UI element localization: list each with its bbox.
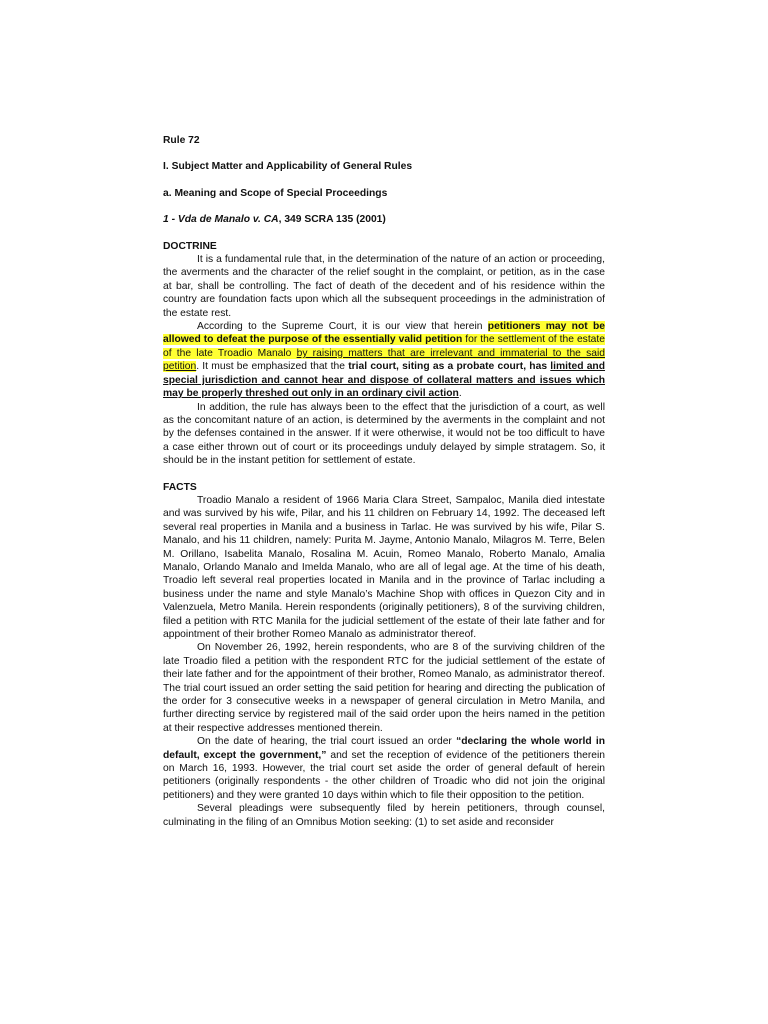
document-body xyxy=(163,134,605,829)
highlight-estate: for the settlement of the estate of the late Troadio Manalo xyxy=(163,334,605,359)
limited-jurisdiction-text: limited and special jurisdiction and cannot hear and dispose of collateral matters and issues which may be properly threshed out only in an ordinary civil action xyxy=(163,361,606,400)
doctrine-paragraph-3: In addition, the rule has always been to the effect that the jurisdiction of a court, as well as the concomitant nature of an action, is determined by the averments in the complaint and not by the defenses contained in the answer. If it were otherwise, it would not be too difficult to have a case either thrown out of court or its proceedings unduly delayed by simple stratagem. So, it should be in the instant petition for settlement of estate. xyxy=(163,401,605,467)
doctrine-p2-text-i: . xyxy=(458,388,462,400)
doctrine-p2-text-g: , has xyxy=(523,361,551,373)
case-heading xyxy=(163,213,605,226)
facts-paragraph-2: On November 26, 1992, herein respondents, who are 8 of the surviving children of the late Troadio filed a petition with the respondent RTC for the judicial settlement of the estate of their late father and for the appointment of their brother, Romeo Manalo, as administrator thereof. The trial court issued an order setting the said petition for hearing and directing the publication of the order for 3 consecutive weeks in a newspaper of general circulation in Metro Manila, and further directing service by registered mail of the said order upon the heirs named in the petition at their respective addresses mentioned therein. xyxy=(163,642,605,734)
section-heading: I. Subject Matter and Applicability of General Rules xyxy=(163,161,413,173)
facts-p3-text-a: On the date of hearing, the trial court issued an order xyxy=(197,736,457,748)
facts-p3-text-c: and set the reception of evidence of the petitioners therein on March 16, 1993. However, the trial court set aside the order of general default of herein petitioners (originally respondents - the other children of Troadic who did not join the original petitioners) and they were granted 10 days within which to file their opposition to the petition. xyxy=(163,749,605,801)
case-citation: , 349 SCRA 135 (2001) xyxy=(278,214,386,226)
highlight-irrelevant-matters: by raising matters that are irrelevant and immaterial to the said petition xyxy=(163,347,605,373)
probate-court-text: trial court, siting as a probate court xyxy=(348,361,524,373)
doctrine-paragraph-1: It is a fundamental rule that, in the determination of the nature of an action or proceeding, the averments and the character of the relief sought in the complaint, or petition, as in the case at bar, shall be controlling. The fact of death of the decedent and of his residence within the country are foundation facts upon which all the subsequent proceedings in the administration of the estate rest. xyxy=(163,254,605,319)
doctrine-heading: DOCTRINE xyxy=(163,240,217,252)
facts-paragraph-3 xyxy=(163,735,605,802)
rule-heading: Rule 72 xyxy=(163,135,200,146)
facts-heading: FACTS xyxy=(163,481,197,493)
facts-paragraph-4: Several pleadings were subsequently filed by herein petitioners, through counsel, culminating in the filing of an Omnibus Motion seeking: (1) to set aside and reconsider xyxy=(163,803,605,828)
doctrine-paragraph-2 xyxy=(163,320,605,400)
doctrine-p2-text-e: . It must be emphasized that the xyxy=(196,361,349,373)
default-order-quote: “declaring the whole world in default, except the government,” xyxy=(163,736,605,761)
case-name: Vda de Manalo v. CA xyxy=(177,214,279,226)
doctrine-p2-text-a: According to the Supreme Court, it is our view that herein xyxy=(197,321,488,333)
highlight-petitioners: petitioners may not be allowed to defeat the purpose of the essentially valid petition xyxy=(163,321,605,346)
case-number: 1 - xyxy=(163,214,178,226)
subsection-heading: a. Meaning and Scope of Special Proceedings xyxy=(163,187,388,199)
facts-paragraph-1: Troadio Manalo a resident of 1966 Maria Clara Street, Sampaloc, Manila died intestate and was survived by his wife, Pilar, and his 11 children on February 14, 1992. The deceased left several real properties in Manila and a business in Tarlac. He was survived by his wife, Pilar S. Manalo, and his 11 children, namely: Purita M. Jayme, Antonio Manalo, Milagros M. Terre, Belen M. Orillano, Isabelita Manalo, Rosalina M. Acuin, Romeo Manalo, Roberto Manalo, Amalia Manalo, Orlando Manalo and Imelda Manalo, who are all of legal age. At the time of his death, Troadio left several real properties located in Manila and in the province of Tarlac including a business under the name and style Manalo’s Machine Shop with offices in Quezon City and in Valenzuela, Metro Manila. Herein respondents (originally petitioners), 8 of the surviving children, filed a petition with RTC Manila for the judicial settlement of the estate of their late father and for appointment of their brother Romeo Manalo as administrator thereof. xyxy=(163,494,605,640)
